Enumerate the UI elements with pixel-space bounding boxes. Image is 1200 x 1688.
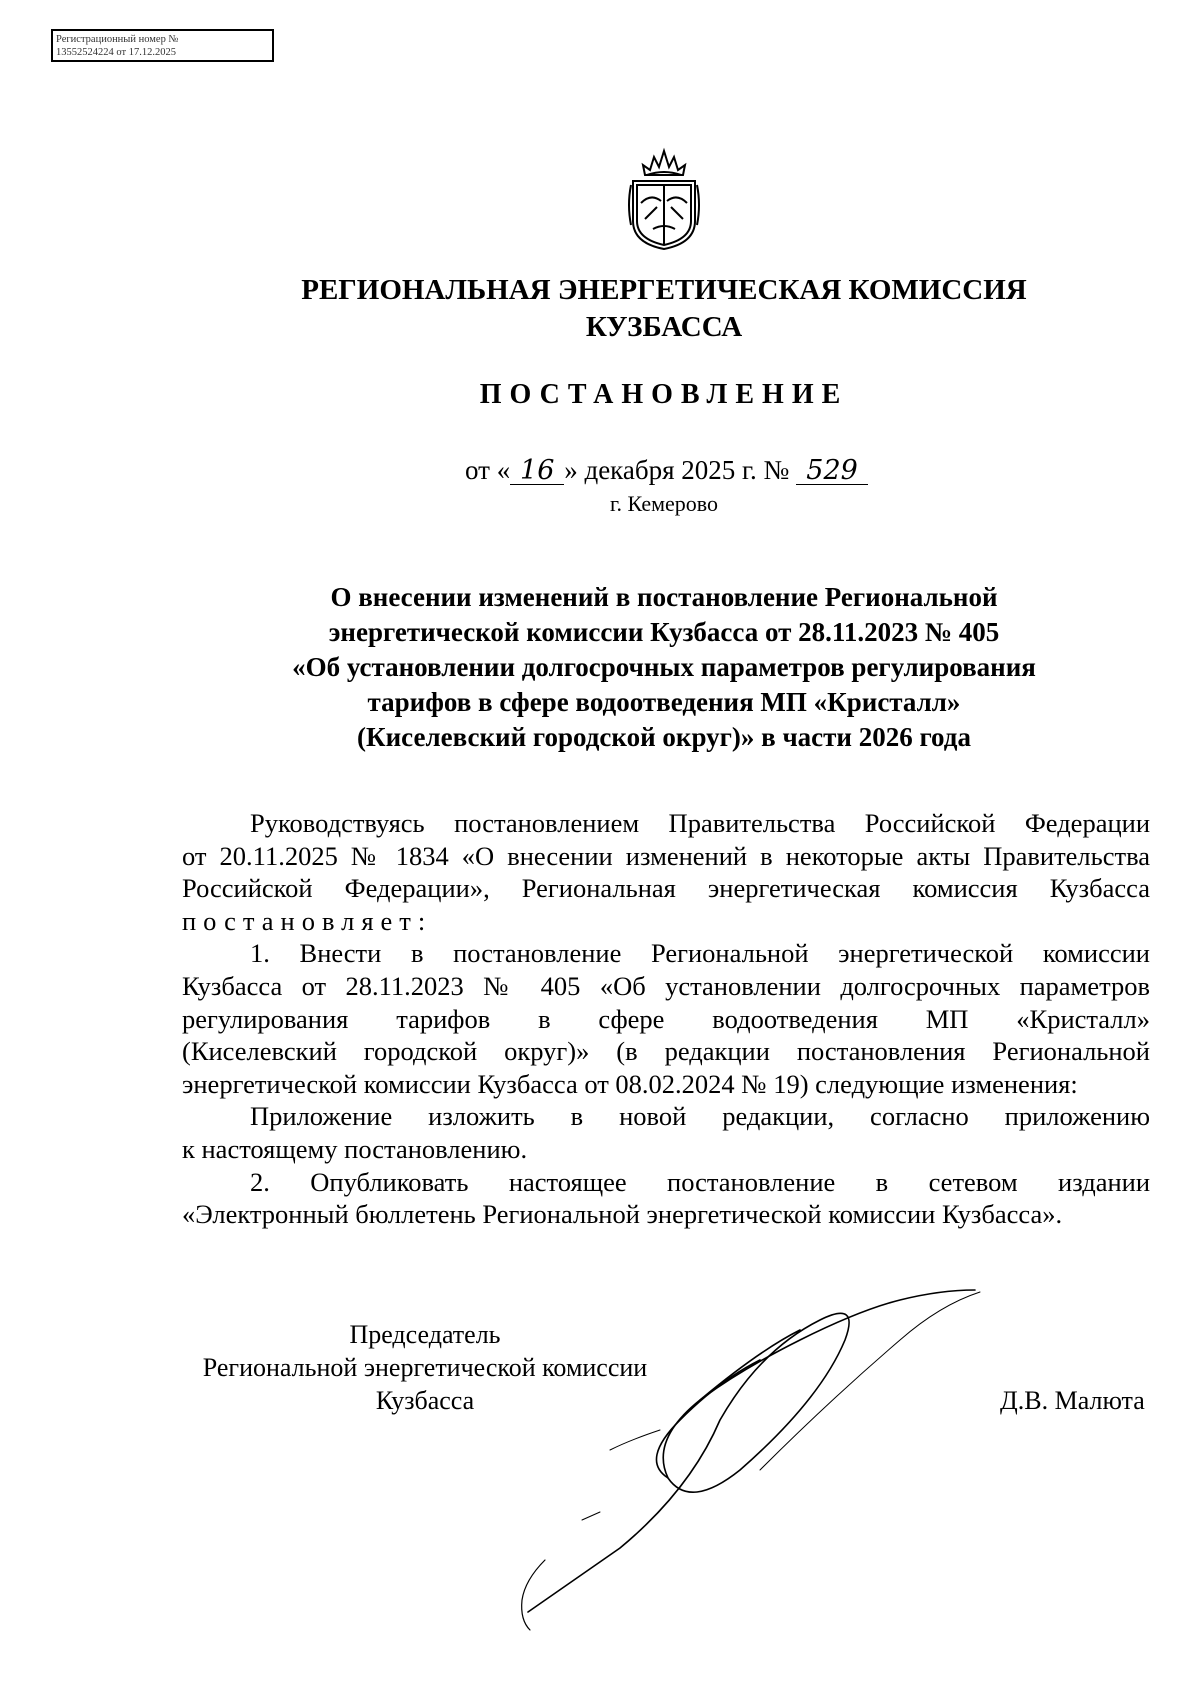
registration-label: Регистрационный номер № [56, 34, 179, 45]
subject-line: (Киселевский городской округ)» в части 2026 года [357, 722, 971, 752]
registration-stamp [51, 29, 274, 62]
body-line: Российской Федерации», Региональная энергетическая комиссия Кузбасса [182, 873, 1150, 904]
signatory-title-line: Региональной энергетической комиссии [202, 1353, 648, 1382]
body-line: постановляет: [182, 905, 433, 936]
signatory-title-line: Председатель [349, 1320, 501, 1349]
handwritten-day: 16 [510, 458, 564, 485]
city: г. Кемерово [609, 491, 719, 516]
body-line: «Электронный бюллетень Региональной энергетической комиссии Кузбасса». [182, 1199, 1063, 1230]
date-middle: » декабря 2025 г. № [564, 455, 797, 485]
subject-line: О внесении изменений в постановление Региональной [330, 582, 998, 612]
body-line: 2. Опубликовать настоящее постановление в сетевом издании [250, 1166, 1150, 1197]
registration-number: 13552524224 от 17.12.2025 [56, 47, 176, 58]
coat-of-arms-icon [623, 145, 705, 251]
subject-line: энергетической комиссии Кузбасса от 28.11.2023 № 405 [328, 617, 1000, 647]
subject-line: «Об установлении долгосрочных параметров регулирования [292, 652, 1036, 682]
body-line: от 20.11.2025 № 1834 «О внесении изменений в некоторые акты Правительства [182, 840, 1150, 871]
date-line [465, 453, 868, 487]
body-line: Руководствуясь постановлением Правительства Российской Федерации [250, 808, 1150, 838]
date-prefix: от « [465, 455, 511, 485]
handwritten-number: 529 [796, 458, 868, 485]
document-type: ПОСТАНОВЛЕНИЕ [479, 379, 849, 410]
organization-name [0, 272, 1200, 346]
body-line: регулирования тарифов в сфере водоотведения МП «Кристалл» [182, 1003, 1150, 1034]
signatory-title-line: Кузбасса [375, 1386, 475, 1415]
body-line: Приложение изложить в новой редакции, согласно приложению [250, 1101, 1150, 1132]
subject-line: тарифов в сфере водоотведения МП «Кристалл» [367, 687, 961, 717]
document-body [182, 807, 1150, 1231]
body-line: к настоящему постановлению. [182, 1133, 528, 1164]
body-line: (Киселевский городской округ)» (в редакции постановления Региональной [182, 1036, 1150, 1067]
signatory-title [180, 1318, 670, 1417]
signatory-name: Д.В. Малюта [1000, 1386, 1145, 1415]
org-line-1: РЕГИОНАЛЬНАЯ ЭНЕРГЕТИЧЕСКАЯ КОМИССИЯ [301, 274, 1027, 306]
body-line: Кузбасса от 28.11.2023 № 405 «Об установлении долгосрочных параметров [182, 970, 1150, 1001]
document-subject [0, 580, 1200, 755]
org-line-2: КУЗБАССА [585, 311, 743, 343]
body-line: энергетической комиссии Кузбасса от 08.02.2024 № 19) следующие изменения: [182, 1068, 1078, 1099]
body-line: 1. Внести в постановление Региональной энергетической комиссии [250, 938, 1150, 969]
